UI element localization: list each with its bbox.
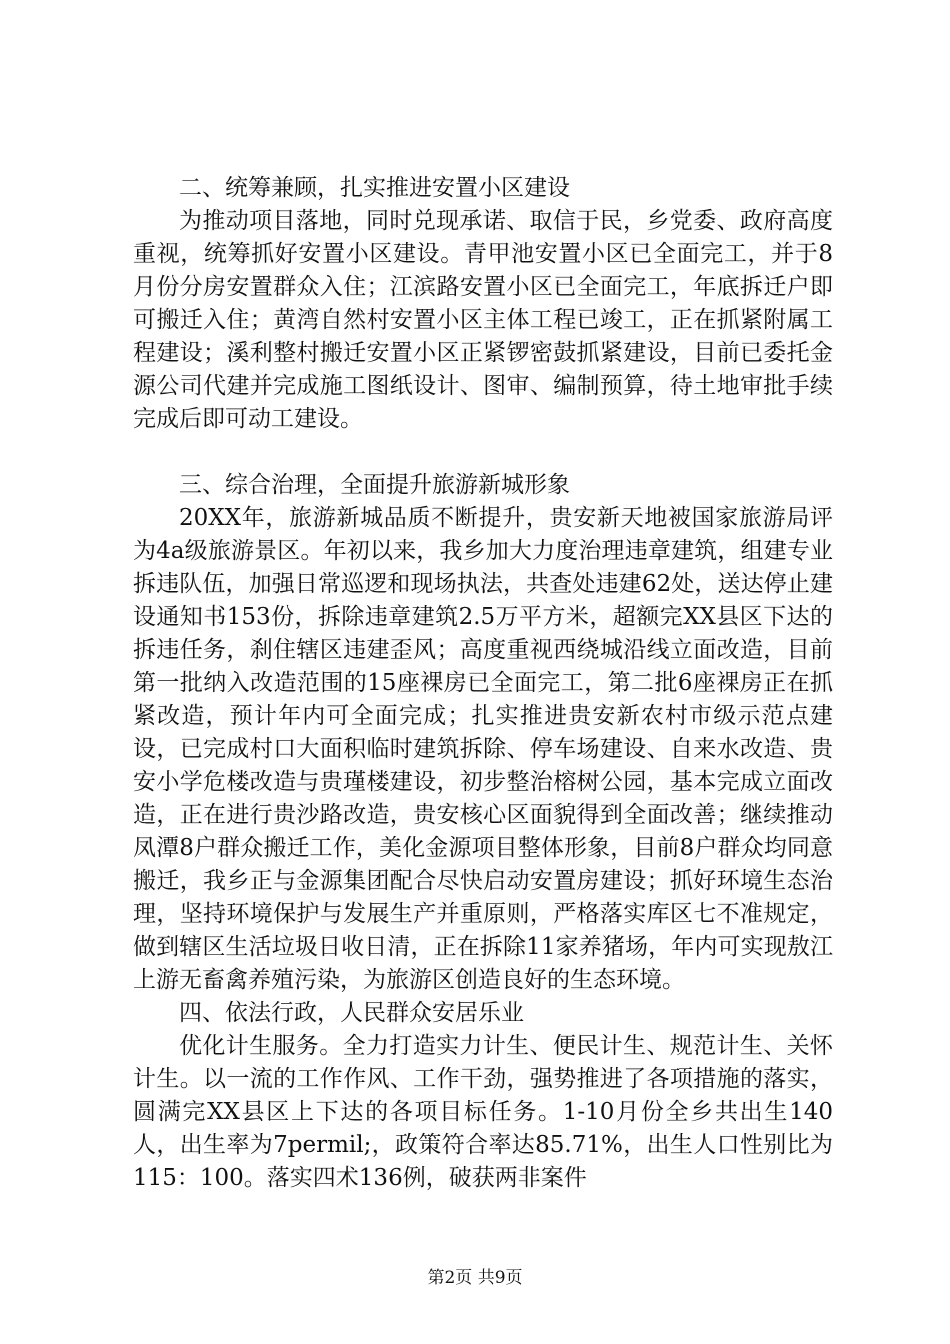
section-heading: 二、统筹兼顾，扎实推进安置小区建设 <box>179 175 570 201</box>
section-paragraph: 为推动项目落地，同时兑现承诺、取信于民，乡党委、政府高度重视，统筹抓好安置小区建设。青甲池安置小区已全面完工，并于8月份分房安置群众入住；江滨路安置小区已全面完工，年底拆迁户即可搬迁入住；黄湾自然村安置小区主体工程已竣工，正在抓紧附属工程建设；溪利整村搬迁安置小区正紧锣密鼓抓紧建设，目前已委托金源公司代建并完成施工图纸设计、图审、编制预算，待土地审批手续完成后即可动工建设。 <box>133 208 833 432</box>
section-3 <box>133 469 833 997</box>
page-footer <box>0 1267 950 1289</box>
document-body <box>133 172 833 1195</box>
section-heading: 四、依法行政，人民群众安居乐业 <box>179 1000 524 1026</box>
section-4 <box>133 997 833 1195</box>
page-number-label: 第2页 共9页 <box>427 1268 523 1288</box>
section-paragraph: 优化计生服务。全力打造实力计生、便民计生、规范计生、关怀计生。以一流的工作作风、工作干劲，强势推进了各项措施的落实，圆满完XX县区上下达的各项目标任务。1-10月份全乡共出生140人，出生率为7permil;，政策符合率达85.71%，出生人口性别比为115：100。落实四术136例，破获两非案件 <box>133 1033 833 1191</box>
section-2 <box>133 172 833 436</box>
section-heading: 三、综合治理，全面提升旅游新城形象 <box>179 472 570 498</box>
section-paragraph: 20XX年，旅游新城品质不断提升，贵安新天地被国家旅游局评为4a级旅游景区。年初以来，我乡加大力度治理违章建筑，组建专业拆违队伍，加强日常巡逻和现场执法，共查处违建62处，送达停止建设通知书153份，拆除违章建筑2.5万平方米，超额完XX县区下达的拆违任务，刹住辖区违建歪风；高度重视西绕城沿线立面改造，目前第一批纳入改造范围的15座裸房已全面完工，第二批6座裸房正在抓紧改造，预计年内可全面完成；扎实推进贵安新农村市级示范点建设，已完成村口大面积临时建筑拆除、停车场建设、自来水改造、贵安小学危楼改造与贵瑾楼建设，初步整治榕树公园，基本完成立面改造，正在进行贵沙路改造，贵安核心区面貌得到全面改善；继续推动凤潭8户群众搬迁工作，美化金源项目整体形象，目前8户群众均同意搬迁，我乡正与金源集团配合尽快启动安置房建设；抓好环境生态治理，坚持环境保护与发展生产并重原则，严格落实库区七不准规定，做到辖区生活垃圾日收日清，正在拆除11家养猪场，年内可实现敖江上游无畜禽养殖污染，为旅游区创造良好的生态环境。 <box>133 505 833 993</box>
